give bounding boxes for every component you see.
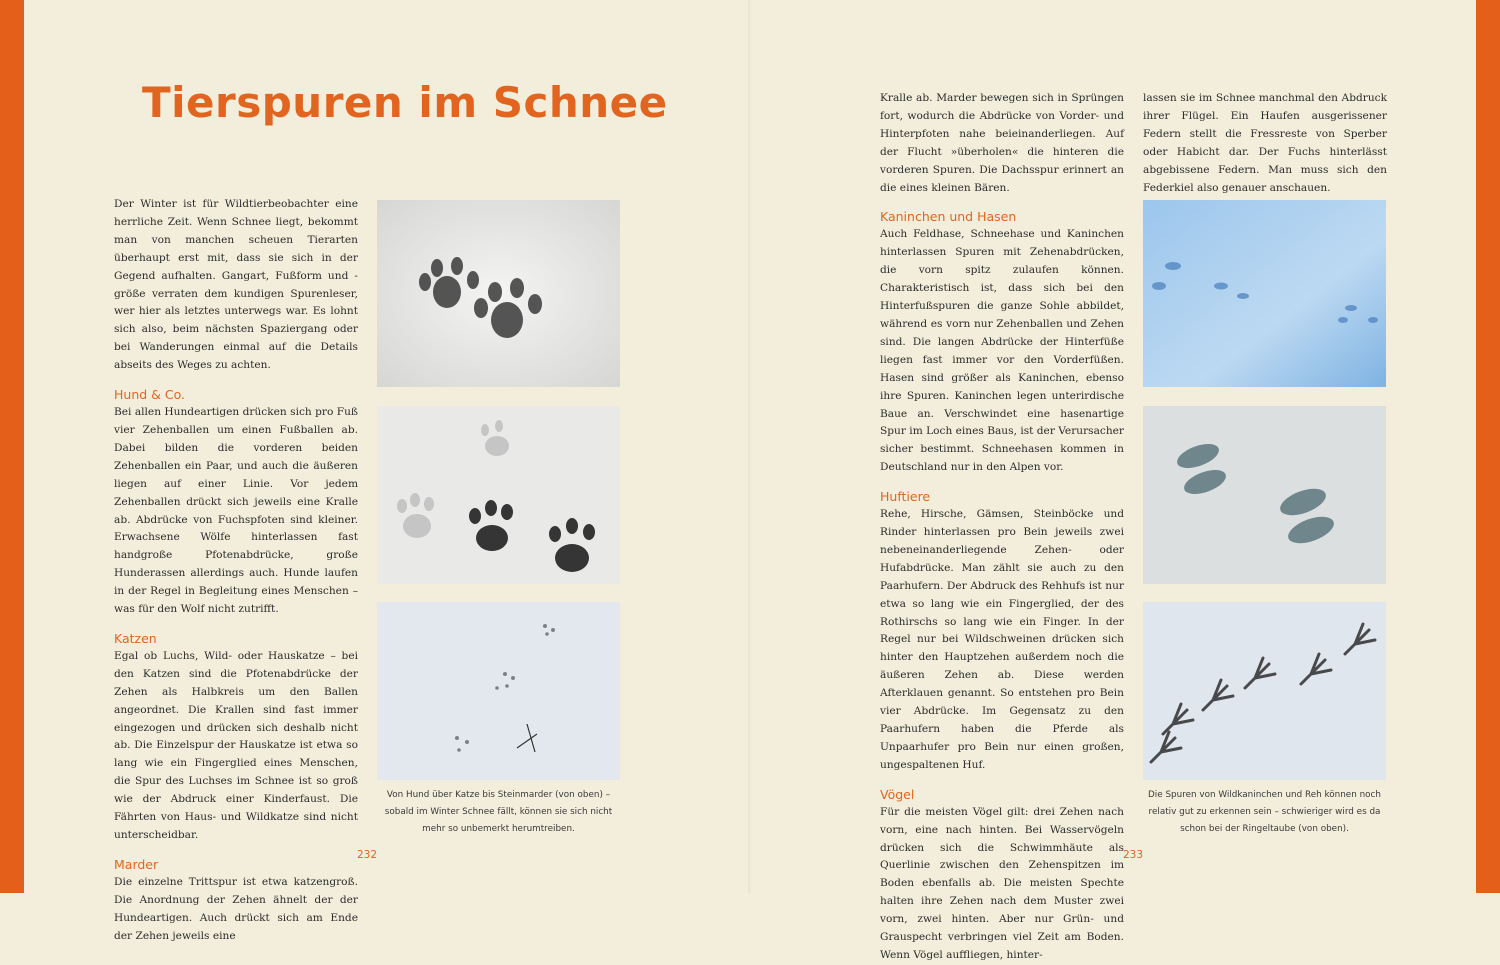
left-photo-caption: Von Hund über Katze bis Steinmarder (von oben) – sobald im Winter Schnee fällt, können sie sich nicht mehr so unbemerkt herumtreiben. bbox=[384, 790, 613, 834]
photo-cat-tracks bbox=[377, 406, 620, 584]
page-number-left: 232 bbox=[357, 849, 378, 861]
katzen-paragraph: Egal ob Luchs, Wild- oder Hauskatze – bei den Katzen sind die Pfotenabdrücke der Zehen als Halbkreis um den Ballen angeordnet. Die Krallen sind fast immer eingezogen und drücken sich deshalb nicht ab. Die Einzelspur der Hauskatze ist etwa so lang wie ein Fingerglied eines Menschen, die Spur des Luchses im Schnee ist so groß wie der Abdruck einer Kinderfaust. Die Fährten von Haus- und Wildkatze sind nicht unterscheidbar. bbox=[114, 649, 358, 841]
marder-continued-paragraph: Kralle ab. Marder bewegen sich in Sprüngen fort, wodurch die Abdrücke von Vorder- und Hinterpfoten nahe beieinanderliegen. Auf der Flucht »überholen« die hinteren die vorderen Spuren. Die Dachsspur erinnert an die eines kleinen Bären. bbox=[880, 92, 1124, 194]
voegel-paragraph: Für die meisten Vögel gilt: drei Zehen nach vorn, eine nach hinten. Bei Wasservögeln drücken sich die Schwimmhäute als Querlinie zwischen den Zehenspitzen im Boden ebenfalls ab. Die meisten Spechte halten ihre Zehen nach dem Muster zwei vorn, zwei hinten. Aber nur Grün- und Grauspecht verbringen viel Zeit am Boden. Wenn Vögel auffliegen, hinter- bbox=[880, 805, 1124, 961]
heading-hund: Hund & Co. bbox=[114, 387, 186, 403]
book-gutter bbox=[748, 0, 752, 893]
photo-rabbit-tracks bbox=[1143, 200, 1386, 387]
right-page-edge bbox=[1476, 0, 1500, 893]
heading-marder: Marder bbox=[114, 856, 159, 872]
page-number-right: 233 bbox=[1123, 849, 1144, 861]
right-text-column-1 bbox=[880, 90, 1124, 965]
kaninchen-paragraph: Auch Feldhase, Schneehase und Kaninchen hinterlassen Spuren mit Zehenabdrücken, die vorn spitz zulaufen können. Charakteristisch ist, dass sich bei den Hinterfußspuren die ganze Sohle abbildet, während es vorn nur Zehenballen und Zehen sind. Die langen Abdrücke der Hinterfüße liegen fast immer vor den Vorderfüßen. Hasen sind größer als Kaninchen, ebenso ihre Spuren. Kaninchen legen unterirdische Baue an. Verschwindet eine hasenartige Spur im Loch eines Baus, ist der Verursacher sicher bestimmt. Schneehasen kommen in Deutschland nur in den Alpen vor. bbox=[880, 228, 1124, 474]
heading-katzen: Katzen bbox=[114, 630, 157, 646]
photo-pigeon-tracks bbox=[1143, 602, 1386, 780]
marder-paragraph: Die einzelne Trittspur ist etwa katzengroß. Die Anordnung der Zehen ähnelt der der Hundeartigen. Auch drückt sich am Ende der Zehen jeweils eine bbox=[114, 875, 358, 942]
hund-paragraph: Bei allen Hundeartigen drücken sich pro Fuß vier Zehenballen um einen Fußballen ab. Dabei bilden die vorderen beiden Zehenballen ein Paar, und auch die äußeren liegen auf einer Linie. Vor jedem Zehenballen drückt sich jeweils eine Kralle ab. Abdrücke von Fuchspfoten sind kleiner. Erwachsene Wölfe hinterlassen fast handgroße Pfotenabdrücke, große Hunderassen allerdings auch. Hunde laufen in der Regel in Begleitung eines Menschen – was für den Wolf nicht zutrifft. bbox=[114, 406, 358, 616]
right-text-column-2 bbox=[1143, 90, 1387, 197]
page-title: Tierspuren im Schnee bbox=[142, 78, 668, 127]
left-text-column bbox=[114, 196, 358, 946]
photo-deer-tracks bbox=[1143, 406, 1386, 584]
voegel-continued-paragraph: lassen sie im Schnee manchmal den Abdruck ihrer Flügel. Ein Haufen ausgerissener Federn stellt die Fressreste von Sperber oder Habicht dar. Der Fuchs hinterlässt abgebissene Federn. Man muss sich den Federkiel also genauer anschauen. bbox=[1143, 92, 1387, 194]
photo-dog-tracks bbox=[377, 200, 620, 387]
right-photo-caption: Die Spuren von Wildkaninchen und Reh können noch relativ gut zu erkennen sein – schwieriger wird es da schon bei der Ringeltaube (von oben). bbox=[1148, 790, 1381, 834]
intro-paragraph: Der Winter ist für Wildtierbeobachter eine herrliche Zeit. Wenn Schnee liegt, bekommt man von manchen scheuen Tierarten überhaupt erst mit, dass sie sich in der Gegend aufhalten. Gangart, Fußform und -größe verraten dem kundigen Spurenleser, wer hier als letztes unterwegs war. Es lohnt sich also, beim nächsten Spaziergang oder bei Wanderungen einmal auf die Details abseits des Weges zu achten. bbox=[114, 198, 358, 372]
heading-kaninchen: Kaninchen und Hasen bbox=[880, 209, 1017, 225]
huftiere-paragraph: Rehe, Hirsche, Gämsen, Steinböcke und Rinder hinterlassen pro Bein jeweils zwei nebeneinanderliegende Zehen- oder Hufabdrücke. Man zählt sie auch zu den Paarhufern. Der Abdruck des Rehhufs ist nur etwa so lang wie ein Fingerglied, der des Rothirschs so lang wie ein Finger. In der Regel nur bei Wildschweinen drücken sich hinter den Hauptzehen außerdem noch die äußeren Zehen ab. Diese werden Afterklauen genannt. So entstehen pro Bein vier Abdrücke. Im Gegensatz zu den Paarhufern haben die Pferde als Unpaarhufer pro Bein nur einen großen, ungespaltenen Huf. bbox=[880, 508, 1124, 771]
heading-voegel: Vögel bbox=[880, 786, 915, 802]
heading-huftiere: Huftiere bbox=[880, 489, 931, 505]
left-page-edge bbox=[0, 0, 24, 893]
photo-marten-tracks bbox=[377, 602, 620, 780]
